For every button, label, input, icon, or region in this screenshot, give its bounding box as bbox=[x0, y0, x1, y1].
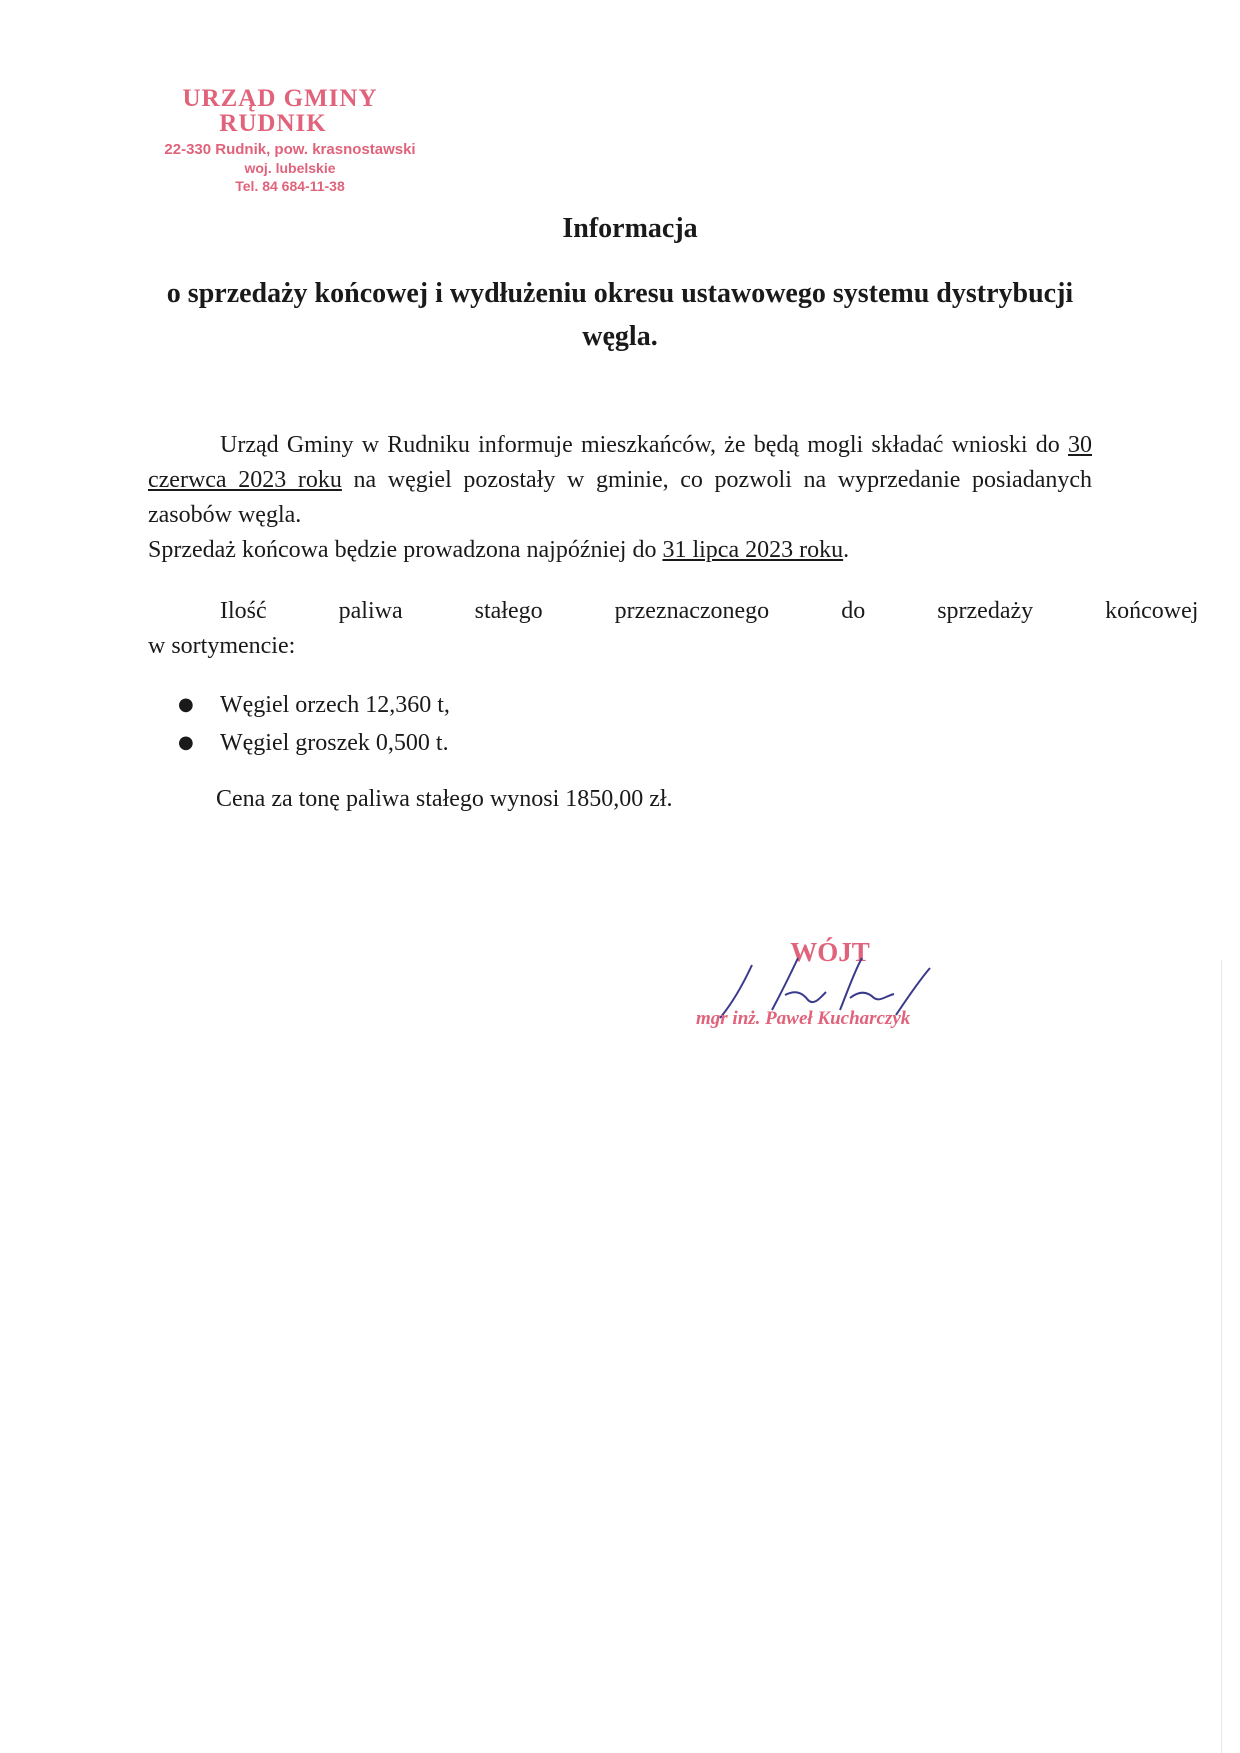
signatory-name: mgr inż. Paweł Kucharczyk bbox=[696, 1008, 911, 1029]
quantity-word: paliwa bbox=[338, 598, 403, 624]
deadline-applications: 30 czerwca 2023 roku bbox=[148, 432, 1092, 493]
paragraph-final-sale bbox=[148, 533, 1092, 568]
paragraph-applications-text-2: na węgiel pozostały w gminie, co pozwoli na wyprzedanie posiadanych zasobów węgla. bbox=[148, 467, 1092, 528]
quantity-word: stałego bbox=[474, 598, 543, 624]
deadline-final-sale: 31 lipca 2023 roku bbox=[662, 537, 844, 563]
document-title: Informacja bbox=[562, 213, 698, 244]
paragraph-applications bbox=[148, 428, 1092, 533]
paragraph-quantity-line-1 bbox=[76, 594, 1199, 629]
stamp-line-address: 22-330 Rudnik, pow. krasnostawski bbox=[164, 141, 416, 158]
stamp-line-town: RUDNIK bbox=[219, 110, 327, 137]
quantity-word: końcowej bbox=[1105, 598, 1199, 624]
price-statement: Cena za tonę paliwa stałego wynosi 1850,00 zł. bbox=[216, 786, 673, 812]
paragraph-final-sale-text-1: Sprzedaż końcowa będzie prowadzona najpóźniej do bbox=[148, 537, 663, 563]
list-item-text: Węgiel groszek 0,500 t. bbox=[220, 730, 449, 756]
bullet-icon: ● bbox=[178, 694, 194, 715]
quantity-word: przeznaczonego bbox=[614, 598, 770, 624]
coal-assortment-list bbox=[148, 686, 1092, 762]
paragraph-final-sale-text-2: . bbox=[843, 537, 850, 563]
list-item bbox=[178, 686, 1092, 724]
list-item bbox=[178, 724, 1092, 762]
scan-edge-divider bbox=[1221, 960, 1222, 1753]
list-item-text: Węgiel orzech 12,360 t, bbox=[220, 692, 450, 718]
bullet-icon: ● bbox=[178, 732, 194, 753]
signature-title: WÓJT bbox=[790, 937, 870, 967]
stamp-line-phone: Tel. 84 684-11-38 bbox=[235, 178, 345, 194]
quantity-word: sprzedaży bbox=[937, 598, 1034, 624]
quantity-word: Ilość bbox=[220, 598, 267, 624]
document-body bbox=[148, 428, 1199, 817]
paragraph-applications-text-1: Urząd Gminy w Rudniku informuje mieszkańców, że będą mogli składać wnioski do bbox=[220, 432, 1068, 458]
document-subtitle: o sprzedaży końcowej i wydłużeniu okresu ustawowego systemu dystrybucji węgla. bbox=[166, 278, 1074, 352]
stamp-line-office: URZĄD GMINY bbox=[182, 85, 378, 112]
paragraph-quantity-line-2: w sortymencie: bbox=[148, 633, 296, 659]
office-stamp bbox=[140, 86, 440, 195]
paragraph-quantity bbox=[148, 594, 1199, 664]
quantity-word: do bbox=[841, 598, 866, 624]
stamp-line-voivodeship: woj. lubelskie bbox=[244, 160, 336, 176]
